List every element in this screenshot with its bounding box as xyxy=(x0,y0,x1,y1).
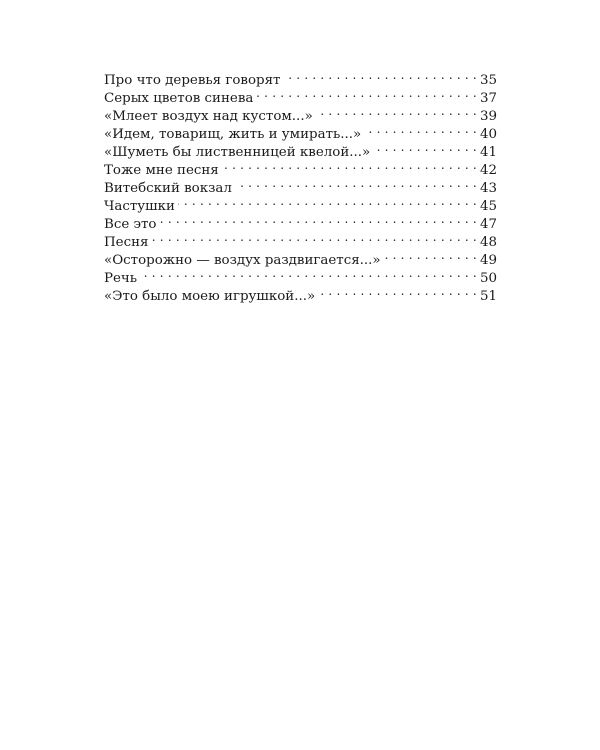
toc-entry-title: Тоже мне песня xyxy=(104,163,219,178)
toc-entry-page-number: 51 xyxy=(479,289,497,304)
dot-leader xyxy=(140,264,477,282)
dot-leader xyxy=(160,210,477,228)
dot-leader xyxy=(384,246,477,264)
toc-entry-title: «Осторожно — воздух раздвигается...» xyxy=(104,253,381,268)
dot-leader xyxy=(151,228,476,246)
toc-entry-page-number: 45 xyxy=(479,199,497,214)
toc-entry-title: «Млеет воздух над кустом...» xyxy=(104,109,313,124)
toc-entry-title: «Это было моею игрушкой...» xyxy=(104,289,316,304)
toc-entry-title: Витебский вокзал xyxy=(104,181,232,196)
dot-leader xyxy=(178,192,477,210)
toc-entry-page-number: 37 xyxy=(479,91,497,106)
toc-entry xyxy=(104,66,497,88)
toc-entry-page-number: 40 xyxy=(479,127,497,142)
toc-entry xyxy=(104,210,497,232)
toc-entry-title: «Шуметь бы лиственницей квелой...» xyxy=(104,145,371,160)
toc-entry-page-number: 43 xyxy=(479,181,497,196)
dot-leader xyxy=(364,120,477,138)
toc-entry-page-number: 50 xyxy=(479,271,497,286)
toc-entry-page-number: 39 xyxy=(479,109,497,124)
toc-entry xyxy=(104,246,497,268)
toc-entry-title: Все это xyxy=(104,217,157,232)
toc-entry xyxy=(104,264,497,286)
dot-leader xyxy=(283,66,477,84)
table-of-contents xyxy=(104,66,497,304)
toc-entry-title: Серых цветов синева xyxy=(104,91,254,106)
toc-entry-page-number: 35 xyxy=(479,73,497,88)
toc-entry-title: Частушки xyxy=(104,199,175,214)
dot-leader xyxy=(318,282,477,300)
toc-entry-page-number: 48 xyxy=(479,235,497,250)
dot-leader xyxy=(373,138,477,156)
dot-leader xyxy=(235,174,477,192)
dot-leader xyxy=(316,102,477,120)
toc-entry-page-number: 41 xyxy=(479,145,497,160)
toc-entry-title: Речь xyxy=(104,271,138,286)
toc-entry xyxy=(104,282,497,304)
toc-entry-title: «Идем, товарищ, жить и умирать...» xyxy=(104,127,362,142)
toc-entry xyxy=(104,228,497,250)
toc-entry-page-number: 42 xyxy=(479,163,497,178)
toc-entry-page-number: 47 xyxy=(479,217,497,232)
dot-leader xyxy=(256,84,477,102)
dot-leader xyxy=(222,156,477,174)
toc-entry-title: Песня xyxy=(104,235,149,250)
toc-entry-title: Про что деревья говорят xyxy=(104,73,281,88)
toc-entry-page-number: 49 xyxy=(479,253,497,268)
